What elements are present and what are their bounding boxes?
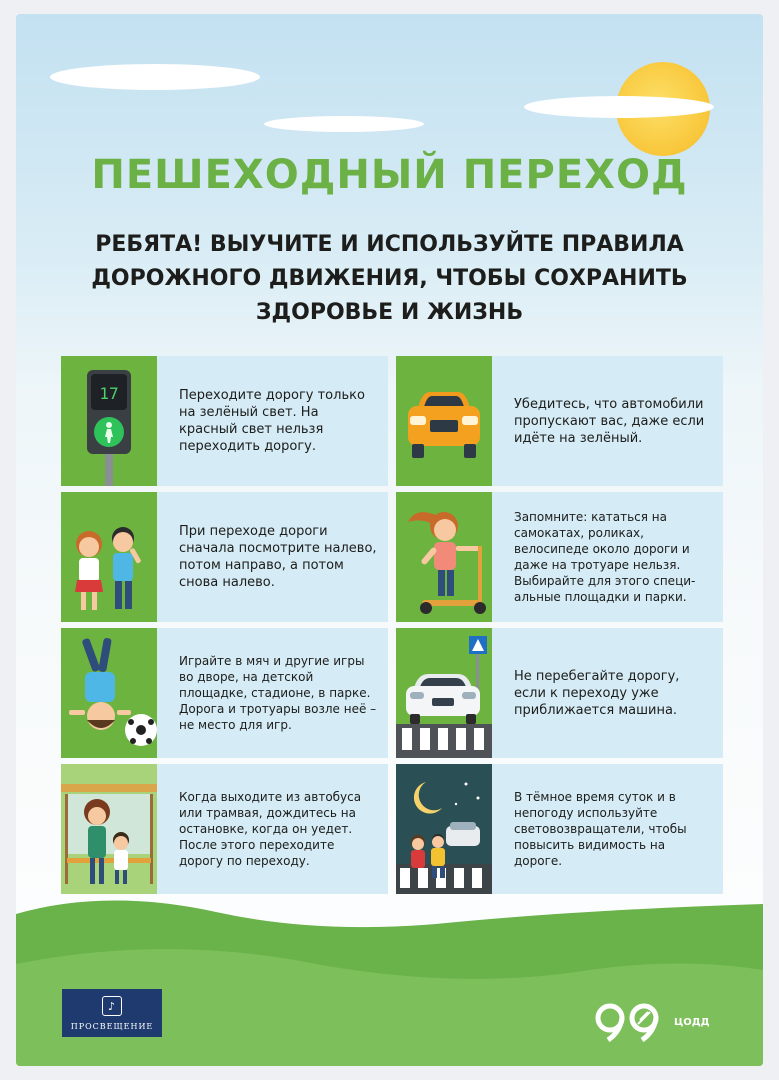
page-subtitle	[56, 228, 723, 330]
subtitle-line: РЕБЯТА! ВЫУЧИТЕ И ИСПОЛЬЗУЙТЕ ПРАВИЛА	[95, 232, 684, 257]
rule-card-look-both-ways	[61, 492, 388, 622]
subtitle-line: ДОРОЖНОГО ДВИЖЕНИЯ, ЧТОБЫ СОХРАНИТЬ	[91, 266, 688, 291]
logo-text: ЦОДД	[674, 1016, 710, 1028]
cloud-decoration	[50, 64, 260, 90]
night-crossing-icon	[396, 764, 492, 894]
codd-logo	[594, 1002, 710, 1042]
rule-text: Когда выходите из автобуса или трамвая, дождитесь на остановке, когда он уедет. После этого переходите дорогу по переходу.	[179, 790, 362, 868]
crosswalk-car-icon	[396, 628, 492, 758]
children-icon	[61, 492, 157, 622]
rule-text: Убедитесь, что автомобили пропускают вас, даже если идёте на зелёный.	[514, 396, 705, 446]
prosveshchenie-emblem-icon: ♪	[102, 996, 122, 1016]
traffic-light-icon	[61, 356, 157, 486]
cloud-decoration	[264, 116, 424, 132]
rule-text: Играйте в мяч и другие игры во дворе, на детской площадке, стадионе, в парке. Дорога и тротуары возле неё – не место для игр.	[179, 654, 377, 732]
playing-child-icon	[61, 628, 157, 758]
prosveshchenie-logo	[62, 989, 162, 1037]
rule-text: В тёмное время суток и в непогоду используйте световозвращатели, чтобы повысить видимость на дороге.	[514, 790, 687, 868]
countdown-text: 17	[99, 384, 119, 403]
rule-card-no-scooters	[396, 492, 723, 622]
rule-card-cars-yield	[396, 356, 723, 486]
rule-text: При переходе дороги сначала посмотрите налево, потом направо, а потом снова налево.	[179, 524, 377, 590]
page-title: ПЕШЕХОДНЫЙ ПЕРЕХОД	[91, 152, 688, 198]
poster	[16, 14, 763, 1066]
subtitle-line: ЗДОРОВЬЕ И ЖИЗНЬ	[255, 300, 524, 325]
rule-text: Переходите дорогу только на зелёный свет. На красный свет нельзя переходить дорогу.	[179, 388, 365, 454]
rule-card-green-light	[61, 356, 388, 486]
rule-card-reflectors	[396, 764, 723, 894]
bus-stop-icon	[61, 764, 157, 894]
rule-card-bus-stop	[61, 764, 388, 894]
rule-text: Не перебегайте дорогу, если к переходу уже приближается машина.	[514, 668, 680, 718]
rule-card-dont-run	[396, 628, 723, 758]
codd-logo-icon	[594, 1002, 666, 1042]
cloud-decoration	[524, 96, 714, 118]
rule-card-play-safe	[61, 628, 388, 758]
logo-text: ПРОСВЕЩЕНИЕ	[70, 1022, 154, 1031]
scooter-girl-icon	[396, 492, 492, 622]
rule-text: Запомните: кататься на самокатах, роликах, велосипеде около дороги и даже на тротуаре нельзя. Выбирайте для этого специ-альные площадки и парки.	[514, 510, 696, 604]
car-icon	[396, 356, 492, 486]
